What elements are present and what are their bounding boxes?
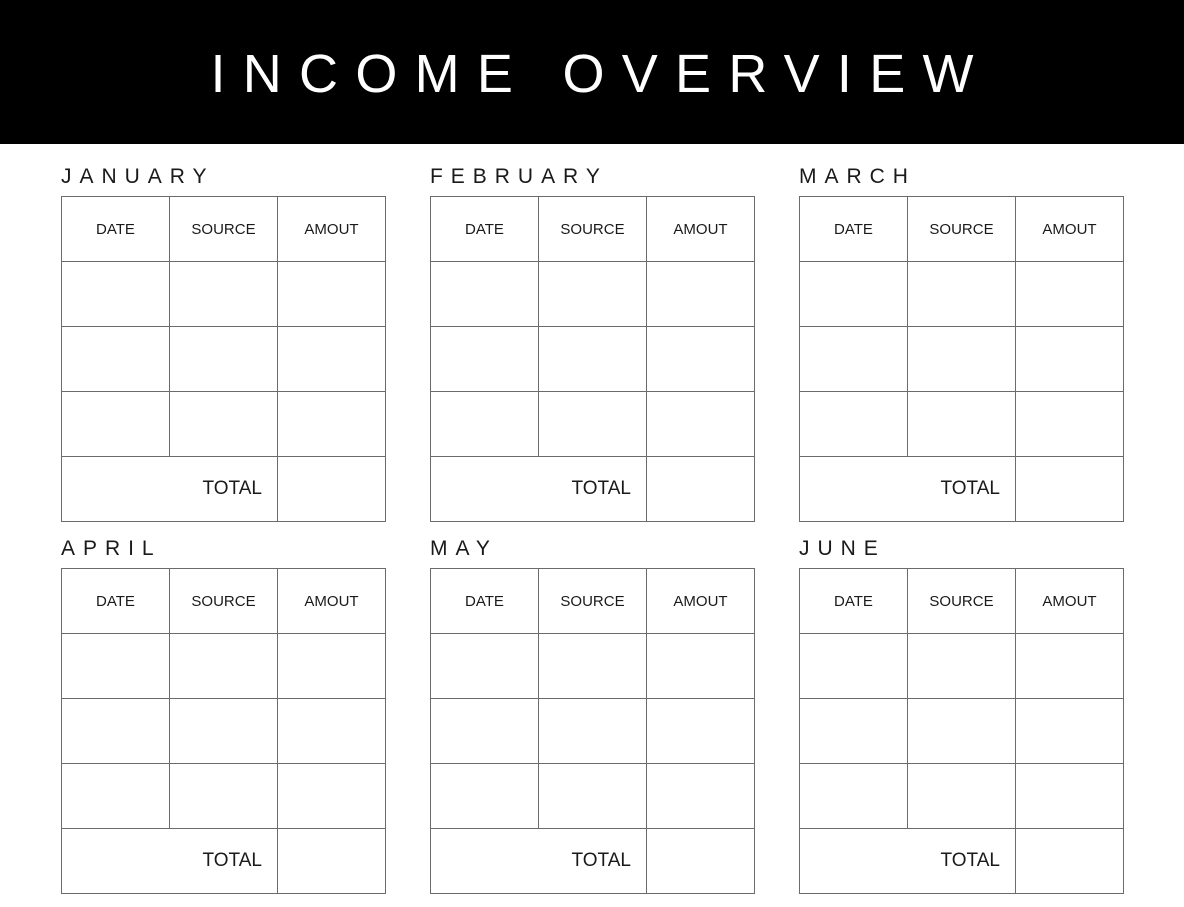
date-cell[interactable] — [431, 327, 539, 392]
source-cell[interactable] — [539, 392, 647, 457]
total-row — [800, 829, 1124, 894]
amount-cell[interactable] — [647, 634, 755, 699]
total-row — [431, 829, 755, 894]
source-cell[interactable] — [908, 699, 1016, 764]
month-title: FEBRUARY — [430, 165, 608, 188]
date-cell[interactable] — [800, 764, 908, 829]
table-row — [62, 764, 386, 829]
amount-cell[interactable] — [1016, 327, 1124, 392]
income-table — [799, 568, 1124, 894]
amount-column-header: AMOUT — [278, 197, 386, 262]
amount-cell[interactable] — [1016, 262, 1124, 327]
source-cell[interactable] — [170, 327, 278, 392]
total-label: TOTAL — [431, 829, 647, 894]
total-amount-cell[interactable] — [647, 829, 755, 894]
source-cell[interactable] — [908, 262, 1016, 327]
amount-cell[interactable] — [1016, 764, 1124, 829]
date-cell[interactable] — [62, 327, 170, 392]
date-cell[interactable] — [431, 262, 539, 327]
date-cell[interactable] — [62, 262, 170, 327]
amount-cell[interactable] — [278, 262, 386, 327]
date-cell[interactable] — [800, 634, 908, 699]
table-row — [431, 327, 755, 392]
date-cell[interactable] — [431, 699, 539, 764]
amount-cell[interactable] — [1016, 699, 1124, 764]
date-column-header: DATE — [800, 197, 908, 262]
income-table — [430, 568, 755, 894]
income-table — [799, 196, 1124, 522]
date-column-header: DATE — [62, 569, 170, 634]
month-title: MAY — [430, 537, 498, 560]
total-row — [800, 457, 1124, 522]
amount-cell[interactable] — [1016, 634, 1124, 699]
source-column-header: SOURCE — [170, 197, 278, 262]
table-row — [800, 764, 1124, 829]
total-label: TOTAL — [62, 829, 278, 894]
month-section-april — [61, 537, 386, 871]
table-row — [62, 327, 386, 392]
table-row — [62, 699, 386, 764]
month-section-january — [61, 165, 386, 499]
date-cell[interactable] — [800, 392, 908, 457]
source-cell[interactable] — [539, 634, 647, 699]
source-cell[interactable] — [539, 262, 647, 327]
month-title: JANUARY — [61, 165, 215, 188]
date-column-header: DATE — [800, 569, 908, 634]
table-row — [431, 262, 755, 327]
source-cell[interactable] — [170, 699, 278, 764]
month-section-february — [430, 165, 755, 499]
source-column-header: SOURCE — [539, 569, 647, 634]
date-cell[interactable] — [62, 634, 170, 699]
amount-column-header: AMOUT — [1016, 569, 1124, 634]
table-header-row — [800, 569, 1124, 634]
date-cell[interactable] — [431, 764, 539, 829]
amount-cell[interactable] — [647, 392, 755, 457]
table-row — [62, 634, 386, 699]
amount-cell[interactable] — [278, 327, 386, 392]
amount-cell[interactable] — [647, 327, 755, 392]
total-amount-cell[interactable] — [278, 457, 386, 522]
date-cell[interactable] — [62, 392, 170, 457]
total-amount-cell[interactable] — [647, 457, 755, 522]
table-row — [800, 699, 1124, 764]
table-row — [431, 634, 755, 699]
table-row — [431, 392, 755, 457]
table-header-row — [431, 197, 755, 262]
date-cell[interactable] — [800, 699, 908, 764]
source-cell[interactable] — [170, 262, 278, 327]
total-amount-cell[interactable] — [1016, 829, 1124, 894]
source-cell[interactable] — [170, 392, 278, 457]
amount-cell[interactable] — [647, 764, 755, 829]
total-amount-cell[interactable] — [1016, 457, 1124, 522]
source-column-header: SOURCE — [539, 197, 647, 262]
amount-column-header: AMOUT — [278, 569, 386, 634]
table-row — [62, 262, 386, 327]
amount-cell[interactable] — [278, 392, 386, 457]
date-column-header: DATE — [431, 569, 539, 634]
total-label: TOTAL — [800, 829, 1016, 894]
table-row — [62, 392, 386, 457]
table-row — [800, 327, 1124, 392]
month-section-june — [799, 537, 1124, 871]
total-row — [431, 457, 755, 522]
date-cell[interactable] — [431, 392, 539, 457]
date-cell[interactable] — [62, 699, 170, 764]
source-cell[interactable] — [539, 327, 647, 392]
amount-cell[interactable] — [278, 699, 386, 764]
header-banner — [0, 0, 1184, 144]
source-column-header: SOURCE — [908, 569, 1016, 634]
amount-cell[interactable] — [1016, 392, 1124, 457]
total-label: TOTAL — [431, 457, 647, 522]
month-title: MARCH — [799, 165, 916, 188]
total-row — [62, 829, 386, 894]
amount-cell[interactable] — [278, 764, 386, 829]
table-header-row — [431, 569, 755, 634]
date-cell[interactable] — [800, 327, 908, 392]
total-amount-cell[interactable] — [278, 829, 386, 894]
income-table — [61, 568, 386, 894]
amount-cell[interactable] — [647, 262, 755, 327]
table-header-row — [62, 569, 386, 634]
table-row — [800, 392, 1124, 457]
date-cell[interactable] — [431, 634, 539, 699]
date-cell[interactable] — [800, 262, 908, 327]
amount-column-header: AMOUT — [1016, 197, 1124, 262]
date-column-header: DATE — [62, 197, 170, 262]
source-cell[interactable] — [170, 764, 278, 829]
month-title: JUNE — [799, 537, 886, 560]
source-cell[interactable] — [908, 634, 1016, 699]
income-table — [430, 196, 755, 522]
source-cell[interactable] — [539, 764, 647, 829]
table-row — [800, 262, 1124, 327]
date-cell[interactable] — [62, 764, 170, 829]
page-title: INCOME OVERVIEW — [210, 44, 991, 104]
source-column-header: SOURCE — [170, 569, 278, 634]
amount-column-header: AMOUT — [647, 197, 755, 262]
table-row — [431, 764, 755, 829]
date-column-header: DATE — [431, 197, 539, 262]
table-header-row — [62, 197, 386, 262]
month-section-march — [799, 165, 1124, 499]
table-row — [431, 699, 755, 764]
source-cell[interactable] — [908, 392, 1016, 457]
source-cell[interactable] — [908, 327, 1016, 392]
source-cell[interactable] — [539, 699, 647, 764]
amount-cell[interactable] — [278, 634, 386, 699]
source-cell[interactable] — [170, 634, 278, 699]
source-column-header: SOURCE — [908, 197, 1016, 262]
source-cell[interactable] — [908, 764, 1016, 829]
total-row — [62, 457, 386, 522]
table-header-row — [800, 197, 1124, 262]
income-table — [61, 196, 386, 522]
table-row — [800, 634, 1124, 699]
amount-cell[interactable] — [647, 699, 755, 764]
month-section-may — [430, 537, 755, 871]
amount-column-header: AMOUT — [647, 569, 755, 634]
total-label: TOTAL — [62, 457, 278, 522]
total-label: TOTAL — [800, 457, 1016, 522]
month-title: APRIL — [61, 537, 162, 560]
